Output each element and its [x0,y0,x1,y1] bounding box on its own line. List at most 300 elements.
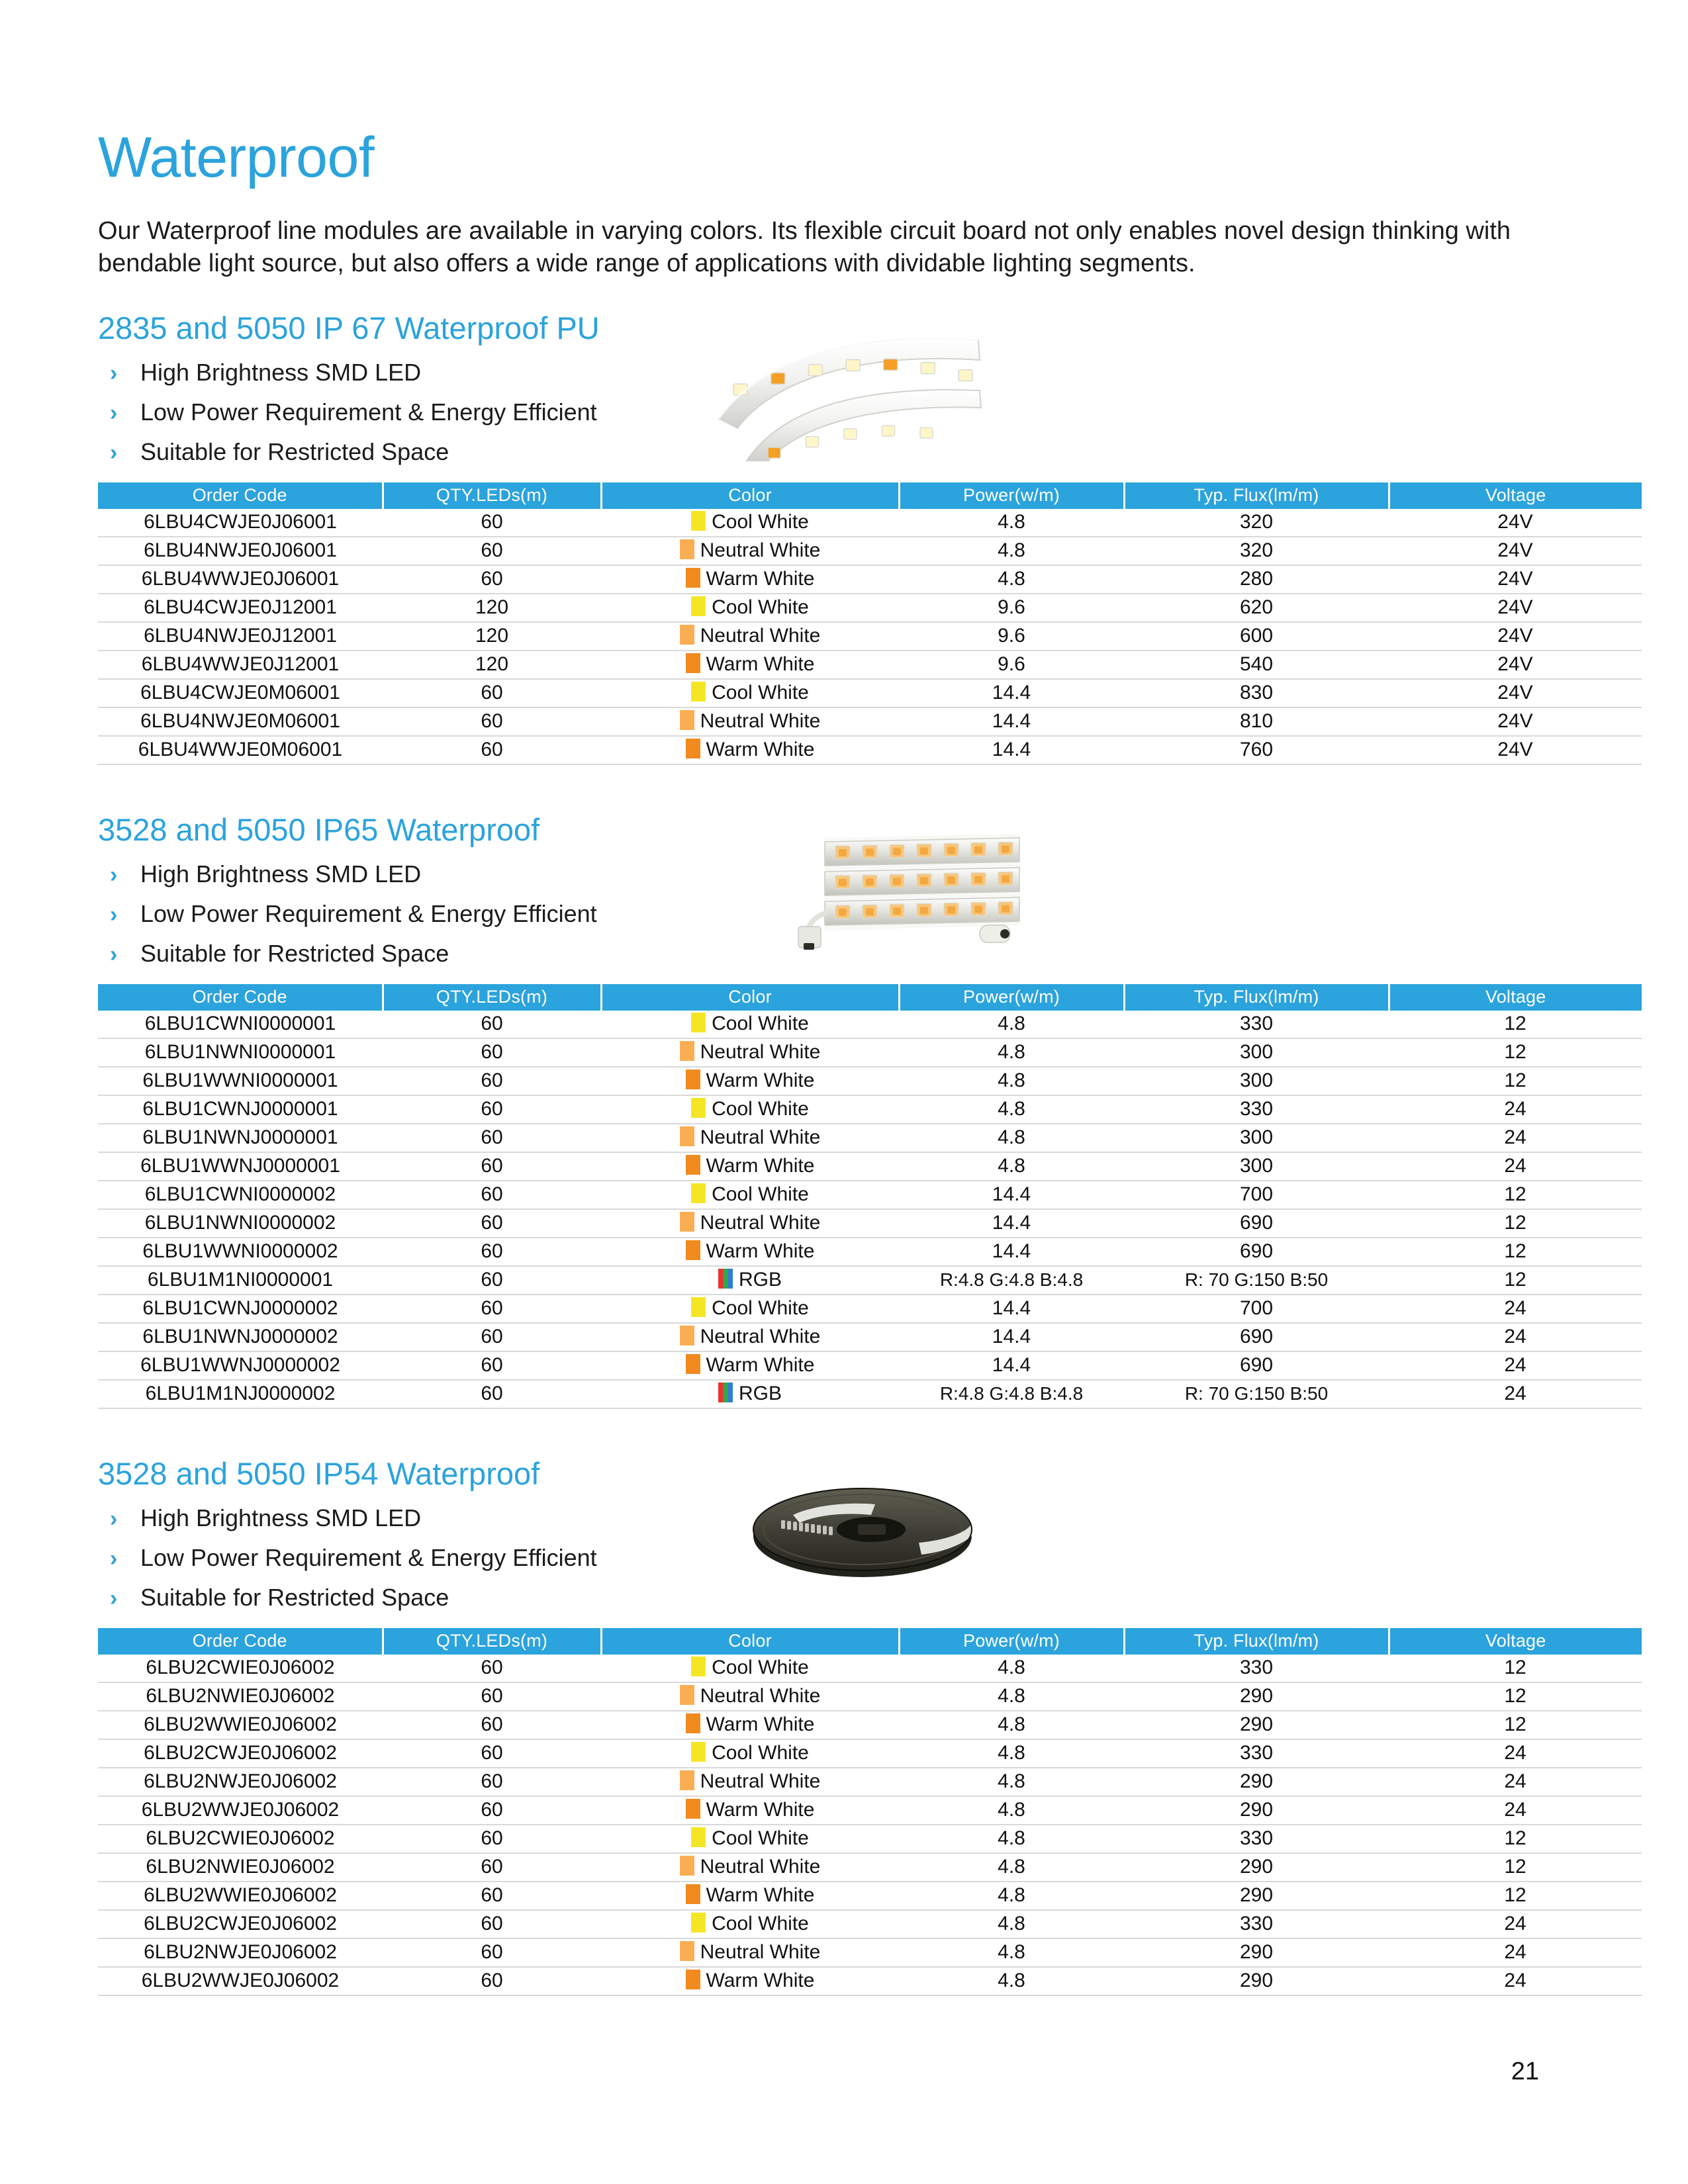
voltage-cell: 24 [1389,1380,1642,1408]
chevron-right-icon: › [110,1585,118,1611]
qty-leds-cell: 60 [383,1209,601,1238]
voltage-cell: 12 [1389,1682,1642,1711]
column-header: Typ. Flux(lm/m) [1124,482,1389,509]
power-cell: 14.4 [899,1295,1124,1323]
color-swatch-icon [686,1069,700,1089]
qty-leds-cell: 60 [383,537,601,565]
color-swatch-icon [680,710,694,730]
table-row [98,1067,1642,1095]
qty-leds-cell: 60 [383,1655,601,1682]
table-row [98,679,1642,707]
order-code-cell: 6LBU2CWJE0J06002 [98,1739,383,1768]
feature-label: Suitable for Restricted Space [140,437,449,465]
feature-label: Suitable for Restricted Space [140,939,449,967]
voltage-cell: 24 [1389,1152,1642,1181]
table-row [98,1938,1642,1967]
qty-leds-cell: 60 [383,1938,601,1967]
order-code-cell: 6LBU1CWNI0000001 [98,1011,383,1038]
voltage-cell: 24V [1389,594,1642,622]
column-header: Order Code [98,1628,383,1655]
order-code-cell: 6LBU2CWIE0J06002 [98,1655,383,1682]
qty-leds-cell: 60 [383,1910,601,1938]
flux-cell: 690 [1124,1209,1389,1238]
color-swatch-icon [691,1827,706,1847]
color-swatch-icon [686,739,700,758]
qty-leds-cell: 60 [383,1351,601,1380]
color-cell [601,1380,899,1408]
order-code-cell: 6LBU4NWJE0J12001 [98,622,383,651]
flux-cell: 300 [1124,1038,1389,1067]
order-code-cell: 6LBU4NWJE0J06001 [98,537,383,565]
color-cell [601,707,899,736]
voltage-cell: 12 [1389,1655,1642,1682]
power-cell: 4.8 [899,1124,1124,1152]
qty-leds-cell: 60 [383,1853,601,1882]
column-header: QTY.LEDs(m) [383,984,601,1011]
color-label: Cool White [712,1098,809,1120]
color-swatch-icon [691,682,706,702]
column-header: Typ. Flux(lm/m) [1124,1628,1389,1655]
order-code-cell: 6LBU1CWNJ0000002 [98,1295,383,1323]
power-cell: 9.6 [899,594,1124,622]
flux-cell: R: 70 G:150 B:50 [1124,1266,1389,1295]
power-cell: 14.4 [899,736,1124,764]
qty-leds-cell: 60 [383,1768,601,1796]
feature-label: Suitable for Restricted Space [140,1583,449,1611]
voltage-cell: 24 [1389,1323,1642,1351]
flux-cell: 320 [1124,509,1389,537]
voltage-cell: 24 [1389,1739,1642,1768]
qty-leds-cell: 60 [383,1238,601,1266]
column-header: QTY.LEDs(m) [383,1628,601,1655]
table-row [98,1739,1642,1768]
flux-cell: 300 [1124,1124,1389,1152]
color-swatch-icon [680,1126,694,1146]
flux-cell: 700 [1124,1181,1389,1209]
power-cell: 4.8 [899,1152,1124,1181]
flux-cell: 690 [1124,1351,1389,1380]
table-row [98,537,1642,565]
power-cell: 4.8 [899,537,1124,565]
color-cell [601,679,899,707]
column-header: Power(w/m) [899,1628,1124,1655]
order-code-cell: 6LBU2WWJE0J06002 [98,1796,383,1825]
column-header: Color [601,984,899,1011]
flux-cell: 760 [1124,736,1389,764]
color-label: Warm White [706,739,815,761]
flux-cell: 290 [1124,1682,1389,1711]
flux-cell: 690 [1124,1323,1389,1351]
order-code-cell: 6LBU4CWJE0J06001 [98,509,383,537]
feature-label: High Brightness SMD LED [140,1504,422,1531]
chevron-right-icon: › [110,901,118,927]
table-row [98,1295,1642,1323]
color-label: Warm White [706,1713,815,1736]
feature-label: Low Power Requirement & Energy Efficient [140,1543,597,1571]
order-code-cell: 6LBU1WWNJ0000002 [98,1351,383,1380]
color-label: Neutral White [700,1685,821,1707]
color-cell [601,1238,899,1266]
color-label: Cool White [712,1657,809,1679]
table-row [98,1825,1642,1853]
color-label: Cool White [712,682,809,704]
color-swatch-icon [686,1240,700,1260]
qty-leds-cell: 60 [383,1011,601,1038]
color-cell [601,736,899,764]
spec-table [98,1628,1642,1996]
color-swatch-icon [686,653,700,673]
color-cell [601,537,899,565]
qty-leds-cell: 120 [383,651,601,679]
color-swatch-icon [691,511,706,531]
table-row [98,622,1642,651]
color-swatch-icon [691,1297,706,1317]
voltage-cell: 24 [1389,1768,1642,1796]
feature-label: High Brightness SMD LED [140,860,422,887]
voltage-cell: 24V [1389,651,1642,679]
table-row [98,1323,1642,1351]
qty-leds-cell: 60 [383,1796,601,1825]
power-cell: 4.8 [899,1655,1124,1682]
qty-leds-cell: 60 [383,1067,601,1095]
product-section [98,1455,1546,1996]
feature-label: High Brightness SMD LED [140,358,422,386]
color-label: Warm White [706,1970,815,1992]
qty-leds-cell: 60 [383,679,601,707]
color-swatch-icon [680,625,694,645]
color-swatch-icon [691,1183,706,1203]
voltage-cell: 24V [1389,707,1642,736]
color-label: Cool White [712,1013,809,1035]
order-code-cell: 6LBU4WWJE0J12001 [98,651,383,679]
qty-leds-cell: 60 [383,1967,601,1995]
qty-leds-cell: 60 [383,565,601,594]
flux-cell: 830 [1124,679,1389,707]
power-cell: 4.8 [899,1038,1124,1067]
order-code-cell: 6LBU2WWIE0J06002 [98,1882,383,1910]
color-swatch-icon [686,1354,700,1374]
table-row [98,1910,1642,1938]
power-cell: 4.8 [899,1825,1124,1853]
color-swatch-icon [686,1884,700,1904]
voltage-cell: 24V [1389,537,1642,565]
column-header: Voltage [1389,984,1642,1011]
voltage-cell: 24 [1389,1124,1642,1152]
color-swatch-icon [718,1383,733,1402]
color-cell [601,651,899,679]
color-cell [601,1067,899,1095]
sections-container [98,310,1546,1996]
table-row [98,1266,1642,1295]
flux-cell: 290 [1124,1796,1389,1825]
order-code-cell: 6LBU1WWNI0000001 [98,1067,383,1095]
color-cell [601,1825,899,1853]
order-code-cell: 6LBU1M1NI0000001 [98,1266,383,1295]
flux-cell: 300 [1124,1067,1389,1095]
color-label: Neutral White [700,625,821,647]
color-cell [601,1910,899,1938]
order-code-cell: 6LBU1M1NJ0000002 [98,1380,383,1408]
order-code-cell: 6LBU1NWNI0000001 [98,1038,383,1067]
column-header: Color [601,1628,899,1655]
color-cell [601,1655,899,1682]
voltage-cell: 24V [1389,622,1642,651]
color-label: Cool White [712,511,809,533]
color-swatch-icon [680,1212,694,1232]
color-label: Neutral White [700,1326,821,1348]
order-code-cell: 6LBU2NWJE0J06002 [98,1768,383,1796]
table-row [98,1152,1642,1181]
qty-leds-cell: 60 [383,1825,601,1853]
color-cell [601,1266,899,1295]
color-swatch-icon [680,1685,694,1705]
order-code-cell: 6LBU2NWIE0J06002 [98,1682,383,1711]
color-cell [601,1181,899,1209]
voltage-cell: 12 [1389,1181,1642,1209]
order-code-cell: 6LBU1NWNI0000002 [98,1209,383,1238]
color-cell [601,1209,899,1238]
order-code-cell: 6LBU4WWJE0J06001 [98,565,383,594]
flux-cell: 700 [1124,1295,1389,1323]
qty-leds-cell: 120 [383,622,601,651]
power-cell: 4.8 [899,1967,1124,1995]
qty-leds-cell: 60 [383,1124,601,1152]
order-code-cell: 6LBU1CWNI0000002 [98,1181,383,1209]
voltage-cell: 24V [1389,565,1642,594]
color-label: Neutral White [700,1770,821,1793]
color-cell [601,1796,899,1825]
voltage-cell: 24 [1389,1095,1642,1124]
color-label: Warm White [706,568,815,590]
flux-cell: 300 [1124,1152,1389,1181]
voltage-cell: 24 [1389,1796,1642,1825]
qty-leds-cell: 60 [383,1682,601,1711]
column-header: Voltage [1389,482,1642,509]
color-cell [601,1967,899,1995]
color-cell [601,1682,899,1711]
order-code-cell: 6LBU2CWJE0J06002 [98,1910,383,1938]
table-row [98,1967,1642,1995]
color-label: Cool White [712,1297,809,1320]
color-label: Warm White [706,1069,815,1092]
section-spacer [98,765,1539,814]
color-cell [601,1095,899,1124]
power-cell: 4.8 [899,1910,1124,1938]
qty-leds-cell: 60 [383,1181,601,1209]
color-cell [601,1882,899,1910]
color-label: Neutral White [700,1126,821,1149]
order-code-cell: 6LBU2NWJE0J06002 [98,1938,383,1967]
flux-cell: 330 [1124,1011,1389,1038]
section-title: 2835 and 5050 IP 67 Waterproof PU [98,310,600,345]
color-swatch-icon [686,568,700,588]
voltage-cell: 12 [1389,1238,1642,1266]
power-cell: 4.8 [899,1682,1124,1711]
voltage-cell: 24 [1389,1295,1642,1323]
table-row [98,565,1642,594]
voltage-cell: 24 [1389,1967,1642,1995]
flux-cell: 690 [1124,1238,1389,1266]
flux-cell: 620 [1124,594,1389,622]
color-label: RGB [738,1269,782,1291]
column-header: Color [601,482,899,509]
power-cell: R:4.8 G:4.8 B:4.8 [899,1266,1124,1295]
column-header: Order Code [98,984,383,1011]
color-swatch-icon [691,1098,706,1118]
color-label: Cool White [712,596,809,619]
table-row [98,594,1642,622]
color-swatch-icon [691,1013,706,1032]
table-row [98,1853,1642,1882]
color-cell [601,622,899,651]
color-cell [601,1938,899,1967]
order-code-cell: 6LBU2WWJE0J06002 [98,1967,383,1995]
power-cell: 4.8 [899,1853,1124,1882]
color-label: Cool White [712,1183,809,1206]
power-cell: 4.8 [899,1938,1124,1967]
color-swatch-icon [686,1970,700,1989]
color-cell [601,1124,899,1152]
color-label: Warm White [706,1799,815,1821]
table-row [98,1796,1642,1825]
color-label: Neutral White [700,1941,821,1964]
color-swatch-icon [691,1913,706,1933]
flux-cell: 540 [1124,651,1389,679]
voltage-cell: 24 [1389,1910,1642,1938]
color-swatch-icon [680,1856,694,1876]
order-code-cell: 6LBU1NWNJ0000002 [98,1323,383,1351]
chevron-right-icon: › [110,360,118,386]
section-spacer [98,1409,1539,1458]
color-label: Warm White [706,1155,815,1177]
flux-cell: R: 70 G:150 B:50 [1124,1380,1389,1408]
voltage-cell: 24V [1389,736,1642,764]
qty-leds-cell: 60 [383,1152,601,1181]
color-swatch-icon [691,596,706,616]
feature-label: Low Power Requirement & Energy Efficient [140,899,597,927]
table-row [98,1711,1642,1739]
power-cell: 14.4 [899,1238,1124,1266]
power-cell: 9.6 [899,651,1124,679]
table-header-row [98,984,1642,1011]
chevron-right-icon: › [110,862,118,887]
qty-leds-cell: 60 [383,1711,601,1739]
column-header: Voltage [1389,1628,1642,1655]
color-cell [601,594,899,622]
color-label: Warm White [706,1240,815,1263]
voltage-cell: 12 [1389,1067,1642,1095]
table-row [98,1882,1642,1910]
color-cell [601,1011,899,1038]
color-swatch-icon [680,1041,694,1061]
feature-label: Low Power Requirement & Energy Efficient [140,398,597,426]
flux-cell: 600 [1124,622,1389,651]
flux-cell: 290 [1124,1853,1389,1882]
voltage-cell: 12 [1389,1266,1642,1295]
product-section [98,811,1546,1409]
power-cell: 14.4 [899,1209,1124,1238]
color-label: Cool White [712,1913,809,1935]
voltage-cell: 24V [1389,679,1642,707]
color-swatch-icon [691,1742,706,1762]
order-code-cell: 6LBU2CWIE0J06002 [98,1825,383,1853]
table-row [98,707,1642,736]
voltage-cell: 12 [1389,1882,1642,1910]
color-cell [601,1351,899,1380]
power-cell: 4.8 [899,1796,1124,1825]
column-header: Order Code [98,482,383,509]
order-code-cell: 6LBU2NWIE0J06002 [98,1853,383,1882]
order-code-cell: 6LBU4WWJE0M06001 [98,736,383,764]
led-strip-reel-photo [720,1451,998,1584]
color-swatch-icon [718,1269,733,1289]
qty-leds-cell: 60 [383,1038,601,1067]
order-code-cell: 6LBU1NWNJ0000001 [98,1124,383,1152]
section-title: 3528 and 5050 IP54 Waterproof [98,1455,540,1491]
order-code-cell: 6LBU4CWJE0M06001 [98,679,383,707]
flux-cell: 330 [1124,1825,1389,1853]
color-swatch-icon [680,1326,694,1345]
page-title: Waterproof [98,126,375,189]
power-cell: 4.8 [899,1067,1124,1095]
color-label: Neutral White [700,539,821,562]
qty-leds-cell: 60 [383,1295,601,1323]
flux-cell: 330 [1124,1910,1389,1938]
flux-cell: 290 [1124,1711,1389,1739]
color-label: Warm White [706,1354,815,1377]
power-cell: 4.8 [899,1711,1124,1739]
section-title: 3528 and 5050 IP65 Waterproof [98,811,540,847]
qty-leds-cell: 60 [383,509,601,537]
qty-leds-cell: 60 [383,707,601,736]
order-code-cell: 6LBU4CWJE0J12001 [98,594,383,622]
column-header: QTY.LEDs(m) [383,482,601,509]
color-label: Neutral White [700,1041,821,1064]
table-row [98,1238,1642,1266]
power-cell: 9.6 [899,622,1124,651]
voltage-cell: 24V [1389,509,1642,537]
power-cell: 14.4 [899,1181,1124,1209]
chevron-right-icon: › [110,400,118,426]
flux-cell: 810 [1124,707,1389,736]
voltage-cell: 12 [1389,1038,1642,1067]
qty-leds-cell: 60 [383,1882,601,1910]
voltage-cell: 12 [1389,1011,1642,1038]
order-code-cell: 6LBU1WWNI0000002 [98,1238,383,1266]
column-header: Power(w/m) [899,984,1124,1011]
qty-leds-cell: 60 [383,1380,601,1408]
flux-cell: 330 [1124,1095,1389,1124]
color-label: Neutral White [700,710,821,733]
chevron-right-icon: › [110,439,118,465]
flux-cell: 290 [1124,1882,1389,1910]
table-row [98,1124,1642,1152]
qty-leds-cell: 60 [383,1323,601,1351]
product-section [98,310,1546,765]
spec-table [98,984,1642,1409]
power-cell: 14.4 [899,707,1124,736]
color-cell [601,565,899,594]
qty-leds-cell: 60 [383,1739,601,1768]
flux-cell: 330 [1124,1655,1389,1682]
order-code-cell: 6LBU4NWJE0M06001 [98,707,383,736]
qty-leds-cell: 120 [383,594,601,622]
power-cell: 4.8 [899,1011,1124,1038]
table-row [98,1380,1642,1408]
table-header-row [98,1628,1642,1655]
chevron-right-icon: › [110,1506,118,1531]
color-label: Warm White [706,653,815,676]
